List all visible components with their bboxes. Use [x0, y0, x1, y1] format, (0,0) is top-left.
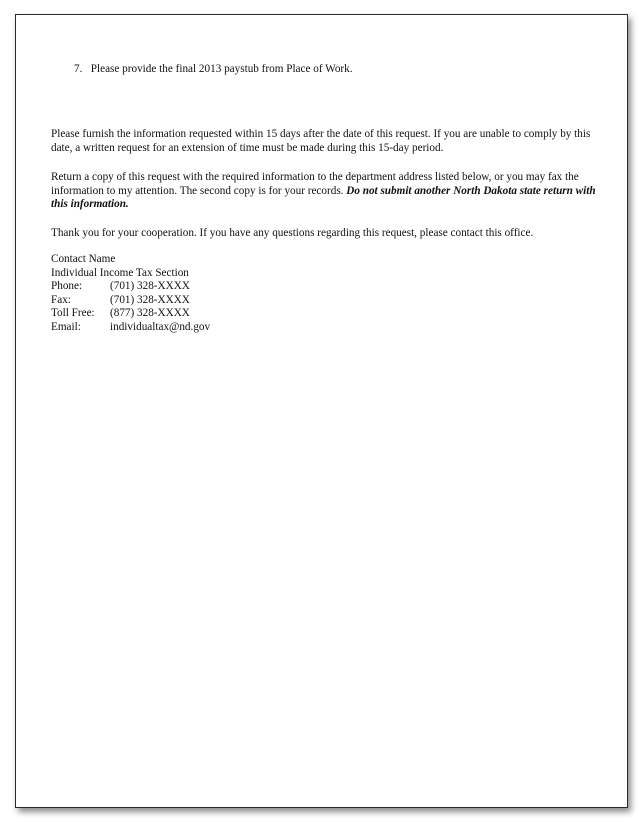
- request-item-text: Please provide the final 2013 paystub from Place of Work.: [90, 63, 353, 75]
- tollfree-label: Toll Free:: [51, 307, 95, 320]
- request-item-7: [74, 63, 353, 77]
- return-emphasis: Do not submit another North Dakota state return with this information.: [51, 184, 596, 211]
- return-text: Return a copy of this request with the required information to the department address listed below, or you may fax the information to my attention. The second copy is for your records.: [51, 171, 579, 197]
- phone-label: Phone:: [51, 280, 83, 293]
- email-value: individualtax@nd.gov: [110, 320, 211, 333]
- request-item-number: 7.: [74, 63, 83, 75]
- fax-label: Fax:: [51, 293, 71, 306]
- return-paragraph: [51, 171, 603, 212]
- furnish-paragraph: Please furnish the information requested within 15 days after the date of this request. If you are unable to comply by this date, a written request for an extension of time must be made during this 15-day period.: [51, 128, 591, 154]
- tollfree-value: (877) 328-XXXX: [110, 307, 190, 320]
- document-page: [15, 14, 628, 808]
- thanks-paragraph: Thank you for your cooperation. If you have any questions regarding this request, please contact this office.: [51, 227, 534, 239]
- contact-section: Individual Income Tax Section: [51, 266, 189, 279]
- contact-phone-row: [51, 280, 210, 294]
- phone-value: (701) 328-XXXX: [110, 280, 190, 293]
- contact-name: Contact Name: [51, 253, 116, 265]
- contact-fax-row: [51, 294, 210, 308]
- email-label: Email:: [51, 320, 81, 333]
- fax-value: (701) 328-XXXX: [110, 293, 190, 306]
- contact-email-row: [51, 321, 210, 335]
- contact-tollfree-row: [51, 307, 210, 321]
- contact-block: [51, 253, 210, 335]
